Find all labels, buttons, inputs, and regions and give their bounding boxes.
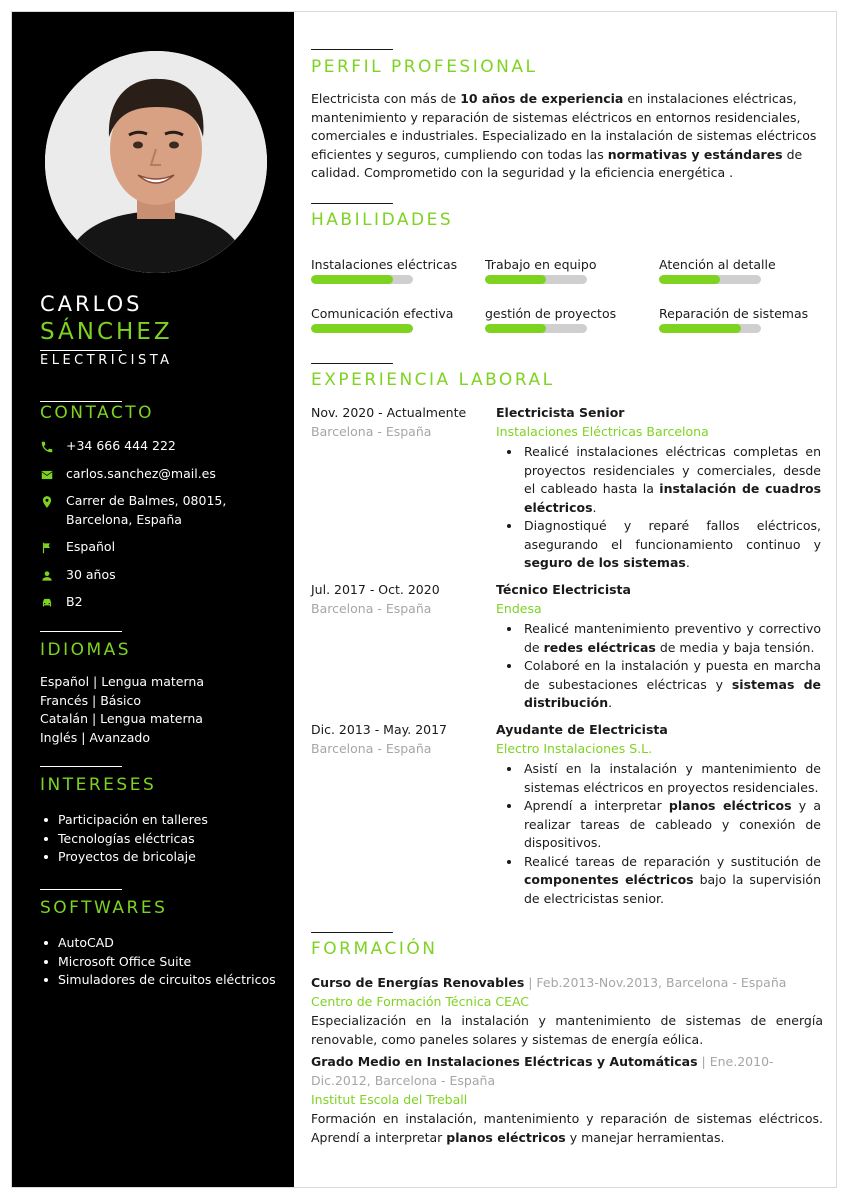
interests-heading: INTERESES xyxy=(40,775,157,795)
skill-label: Atención al detalle xyxy=(659,257,776,272)
software-heading: SOFTWARES xyxy=(40,898,168,918)
interest-item: Participación en talleres xyxy=(40,811,280,830)
education-description: Especialización en la instalación y mantenimiento de sistemas de energía renovable, como paneles solares y sistemas de energía eólica. xyxy=(311,1013,823,1047)
contact-nationality-text: Español xyxy=(66,539,116,554)
skill-label: Reparación de sistemas xyxy=(659,306,809,321)
software-item: Simuladores de circuitos eléctricos xyxy=(40,971,280,990)
job-title: Electricista Senior xyxy=(496,405,625,420)
interest-item: Proyectos de bricolaje xyxy=(40,848,280,867)
contact-address-text: Carrer de Balmes, 08015, Barcelona, España xyxy=(66,493,227,527)
contact-age-text: 30 años xyxy=(66,567,116,582)
profile-highlight: normativas y estándares xyxy=(607,146,783,162)
job-company: Electro Instalaciones S.L. xyxy=(496,740,653,756)
language-item: Español | Lengua materna xyxy=(40,674,204,689)
first-name: CARLOS xyxy=(40,292,143,316)
skill-label: Instalaciones eléctricas xyxy=(311,257,458,272)
job-company: Instalaciones Eléctricas Barcelona xyxy=(496,423,709,439)
profile-highlight: 10 años de experiencia xyxy=(460,91,624,106)
skills-heading: HABILIDADES xyxy=(311,210,454,230)
interest-item: Tecnologías eléctricas xyxy=(40,830,280,849)
job-bullet: Realicé mantenimiento preventivo y correctivo de redes eléctricas de media y baja tensión. xyxy=(496,620,821,657)
skill-label: gestión de proyectos xyxy=(485,306,617,321)
job-location: Barcelona - España xyxy=(311,423,432,439)
job-date: Dic. 2013 - May. 2017 xyxy=(311,722,448,737)
job-bullet: Aprendí a interpretar planos eléctricos y a realizar tareas de cableado y conexión de dispositivos. xyxy=(496,797,821,853)
languages-heading: IDIOMAS xyxy=(40,640,132,660)
job-bullet: Diagnostiqué y reparé fallos eléctricos, asegurando el funcionamiento continuo y seguro de los sistemas. xyxy=(496,517,821,573)
profile-heading: PERFIL PROFESIONAL xyxy=(311,57,538,77)
job-bullet: Colaboré en la instalación y puesta en marcha de subestaciones eléctricas y sistemas de distribución. xyxy=(496,657,821,713)
education-meta: | Ene.2010-Dic.2012, Barcelona - España xyxy=(311,1054,774,1088)
language-item: Inglés | Avanzado xyxy=(40,729,150,745)
software-item: AutoCAD xyxy=(40,934,280,953)
job-company: Endesa xyxy=(496,600,542,616)
education-description: Formación en instalación, mantenimiento y reparación de sistemas eléctricos. Aprendí a interpretar planos eléctricos y manejar herramientas. xyxy=(311,1111,823,1145)
contact-phone-text: +34 666 444 222 xyxy=(66,438,176,453)
experience-heading: EXPERIENCIA LABORAL xyxy=(311,370,555,390)
skill-label: Trabajo en equipo xyxy=(485,257,597,272)
job-date: Jul. 2017 - Oct. 2020 xyxy=(311,582,440,597)
contact-license-text: B2 xyxy=(66,594,83,609)
job-date: Nov. 2020 - Actualmente xyxy=(311,405,467,420)
education-institution: Institut Escola del Treball xyxy=(311,1092,468,1107)
education-meta: | Feb.2013-Nov.2013, Barcelona - España xyxy=(524,975,787,990)
contact-heading: CONTACTO xyxy=(40,403,154,423)
skill-label: Comunicación efectiva xyxy=(311,306,454,321)
education-title: Curso de Energías Renovables xyxy=(311,975,525,990)
profile-text: Electricista con más de 10 años de experiencia en instalaciones eléctricas, mantenimiento y reparación de sistemas eléctricos en entornos residenciales, comerciales e industriales. Especializado en la instalación de sistemas eléctricos eficientes y seguros, cumpliendo con todas las normativas y estándares de calidad. Comprometido con la seguridad y la eficiencia energética . xyxy=(311,91,817,180)
last-name: SÁNCHEZ xyxy=(40,319,173,345)
education-title: Grado Medio en Instalaciones Eléctricas y Automáticas xyxy=(311,1054,698,1069)
job-bullet: Asistí en la instalación y mantenimiento de sistemas eléctricos en proyectos residenciales. xyxy=(496,760,821,797)
contact-email-text: carlos.sanchez@mail.es xyxy=(66,466,216,481)
job-title: Técnico Electricista xyxy=(496,582,631,597)
page-border xyxy=(11,11,837,1188)
job-location: Barcelona - España xyxy=(311,600,432,616)
job-role: ELECTRICISTA xyxy=(40,353,173,368)
language-item: Francés | Básico xyxy=(40,692,141,708)
job-title: Ayudante de Electricista xyxy=(496,722,668,737)
education-institution: Centro de Formación Técnica CEAC xyxy=(311,994,530,1009)
software-item: Microsoft Office Suite xyxy=(40,953,280,972)
job-location: Barcelona - España xyxy=(311,740,432,756)
language-item: Catalán | Lengua materna xyxy=(40,711,203,726)
education-heading: FORMACIÓN xyxy=(311,939,438,959)
job-bullet: Realicé tareas de reparación y sustitución de componentes eléctricos bajo la supervisión de electricistas senior. xyxy=(496,853,821,909)
job-bullet: Realicé instalaciones eléctricas completas en proyectos residenciales y comerciales, desde el cableado hasta la instalación de cuadros eléctricos. xyxy=(496,443,821,517)
